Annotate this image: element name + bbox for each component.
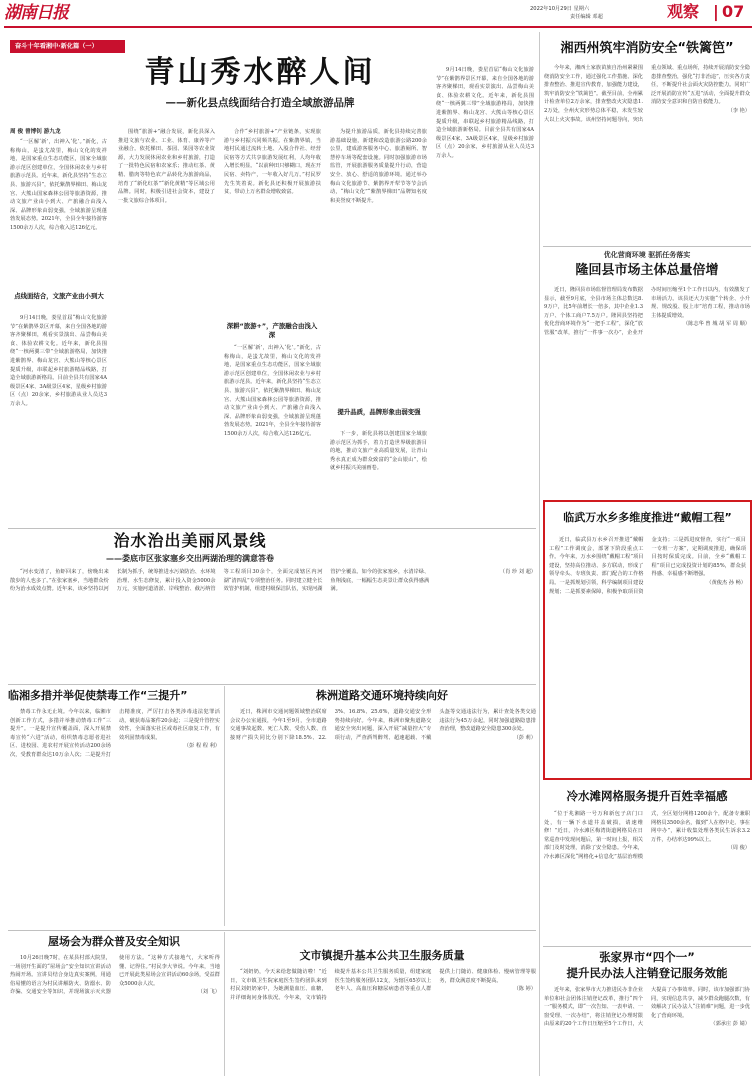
water-body-text: “河水变清了，鱼虾回来了，傍晚出来散步的人也多了。”在张家塞乡，当地群众纷纷为治水成效点赞。近年来，该乡坚持以河长制为抓手，统筹推进水污染防治、水环境治理、水生态修复，累计投入资金5000余万元，实施河道清淤、岸线整治、截污纳管等工程项目30余个，全面完成辖区内河湖“清四乱”专项整治任务。同时建立健全长效管护机制，组建村级保洁队伍，实现河湖管护全覆盖。如今的张家塞乡，水清岸绿、鱼翔浅底，一幅幅生态美景让群众获得感满满。	[10, 569, 430, 593]
wenshi-author: （陈 婷）	[513, 986, 536, 993]
main-col4-text: 为提升旅游品质，新化县持续完善旅游基础设施，新建和改造旅游公路200余公里，建成游客服务中心、旅游厕所、智慧停车场等配套设施。同时加强旅游市场监管，开展旅游服务质量提升行动，营造安全、放心、舒适的旅游环境。通过举办梅山文化旅游节、紫鹊界开犁节等节会活动，“梅山文化”“紫鹊界梯田”品牌知名度和美誉度不断提升。	[330, 129, 427, 204]
series-tag	[10, 40, 125, 53]
lengshuitan-author: （周 俊）	[727, 845, 750, 852]
xiangxi-body	[544, 64, 750, 242]
main-col3a	[224, 128, 321, 318]
longhui-body	[544, 286, 750, 492]
masthead-rule	[4, 26, 752, 28]
divider	[224, 686, 225, 926]
zhangjiajie-body	[544, 986, 750, 1076]
lengshuitan-title: 冷水滩网格服务提升百姓幸福感	[566, 789, 728, 803]
main-col1	[10, 138, 107, 288]
lengshuitan-body	[544, 810, 750, 942]
main-col3b-text: “一区解‘新’，出神入‘化’。”新化，古称梅山，是蚩尤故里，梅山文化的发祥地，是国家重点生态功能区，国家全域旅游示范区创建单位，全国休闲农业与乡村旅游示范县。近年来，新化县坚持“生态立县、旅游兴县”，依托紫鹊界梯田、梅山龙宫、大熊山国家森林公园等旅游资源，推动文旅产业由小到大、产旅融合由浅入深、品牌形象由弱变强，全域旅游呈现蓬勃发展态势。2021年，全县全年接待游客1500余万人次，综合收入达126亿元。	[224, 345, 321, 437]
zhuzhou-title: 株洲道路交通环境持续向好	[316, 689, 448, 702]
linwu-title: 临武万水乡多维度推进“戴帽工程”	[563, 511, 732, 524]
editor-credit: 责任编辑 邓超	[570, 14, 603, 20]
zhangjiajie-title2: 提升民办法人注销登记服务效能	[566, 966, 728, 980]
main-col4b-text: 下一步，新化县将以创建国家全域旅游示范区为抓手，着力打造世界级旅游目的地，推动文旅产业高质量发展，让青山秀水真正成为群众致富的“金山银山”，绘就乡村振兴美丽画卷。	[330, 431, 427, 472]
wenshi-body-text: “刘奶奶，今天来给您做随访啦！”近日，文市镇卫生院家庭医生签约团队来到村民刘奶奶家中，为她测量血压、血糖，并详细询问身体状况。今年来，文市镇持续提升基本公共卫生服务质量，组建家庭医生签约服务团队12支，为辖区65岁以上老年人、高血压和糖尿病患者等重点人群提供上门随访、健康体检、慢病管理等服务，群众满意度不断提高。	[230, 969, 536, 1001]
divider	[543, 246, 751, 247]
linwu-author: （黄俊杰 孙 畅）	[706, 579, 746, 586]
lengshuitan-body-text: “位于兆湘路一号万和新包子店门口处，有一辆下水道井盖破损，请速维修！”近日，冷水滩区梅湾街道网格员在日常巡查中发现问题后，第一时间上报，相关部门及时处理，消除了安全隐患。今年来，冷水滩区深化“网格化+信息化”基层治理模式，全区划分网格1200余个，配备专兼职网格员3500余名，做到“人在格中走、事在网中办”，累计收集处理各类民生诉求3.2万件，办结率达99%以上。	[544, 811, 750, 860]
water-author: （肖 珍 刘 超）	[499, 569, 536, 575]
series-tag-label: 奋斗十年看湘中·新化篇（一）	[15, 43, 98, 50]
zhuzhou-author: （彭 莉）	[513, 734, 536, 741]
section-name: 观察	[667, 2, 700, 21]
main-col2-text: 围绕“旅游+”融合发展，新化县深入推进文旅与农业、工业、体育、康养等产业融合。依托梯田、茶园、果园等农业资源，大力发展休闲农业和乡村旅游，打造了一批特色民宿和农家乐；推动红茶、黄精、腊肉等特色农产品转化为旅游商品，培育了“新化红茶”“新化黄精”等区域公用品牌。同时，积极引进社会资本，建设了一批文旅综合体项目。	[118, 129, 215, 204]
xiangxi-title: 湘西州筑牢消防安全“铁篱笆”	[560, 41, 734, 56]
zhangjiajie-body-text: 近年来，张家界市大力推进民办非企业单位和社会团体注销登记改革，推行“四个一”服务模式，即“一次告知、一表申请、一窗受理、一次办结”，将注销登记办理时限由原来的20个工作日压缩至5个工作日，大大提高了办事效率。同时，该市加强部门协同，实现信息共享，减少群众跑腿次数，有效解决了民办法人“注销难”问题，进一步优化了营商环境。	[544, 987, 750, 1028]
safety-author: （刘 飞）	[197, 989, 220, 996]
longhui-author: （陈志华 曾 城 胡 军 周 顺）	[683, 321, 750, 328]
longhui-kicker: 优化营商环境 驱抓任务落实	[603, 251, 691, 259]
main-col4b	[330, 430, 427, 524]
zhuzhou-body	[230, 708, 536, 928]
main-title: 青山秀水醉人间	[144, 55, 376, 90]
zhangjiajie-author: （郭承庄 彭 婧）	[710, 1021, 750, 1028]
article-linwu	[543, 500, 752, 780]
longhui-title: 隆回县市场主体总量倍增	[575, 263, 719, 278]
main-col2	[118, 128, 215, 524]
wenshi-title: 文市镇提升基本公共卫生服务质量	[299, 949, 465, 962]
page-separator: |	[713, 2, 719, 21]
main-col5-text: 9月14日晚，娄星首届“梅山文化旅游节”在紫鹊界景区开幕，来自全国各地的游客齐聚梯田，观看实景演出、品尝梅山美食、体验农耕文化。近年来，新化县围绕“一核两翼三带”全域旅游格局，加快推进紫鹊界、梅山龙宫、大熊山等核心景区提质升级，串联起乡村旅游精品线路，打造全域旅游新格局。目前全县共有国家4A级景区4家、3A级景区4家，星级乡村旅游区（点）20余家，乡村旅游从业人员达3万余人。	[436, 67, 534, 159]
water-title: 治水治出美丽风景线	[113, 531, 267, 550]
main-col5	[436, 66, 534, 524]
xiangxi-body-text: 今年来，湘西土家族苗族自治州紧紧围绕消防安全工作，通过强化工作措施、深化排查整治、推进宣传教育，加强能力建设，筑牢消防安全“铁篱笆”。截至目前，全州累计检查单位2万余家，排查整改火灾隐患1.2万处，全州火灾形势总体平稳，未发生较大以上火灾事故。该州坚持问题导向，突出重点领域、重点场所，持续开展消防安全隐患排查整治，强化“打非治违”，压实各方责任，不断提升社会面火灾防控能力。同时广泛开展消防宣传“五进”活动，全面提升群众消防安全意识和自防自救能力。	[544, 65, 750, 123]
linxiang-body	[10, 708, 220, 928]
main-subtitle: ——新化县点线面结合打造全域旅游品牌	[165, 97, 355, 109]
divider	[8, 528, 536, 529]
main-col1-text: “一区解‘新’，出神入‘化’。”新化，古称梅山，是蚩尤故里，梅山文化的发祥地，是国家重点生态功能区，国家全域旅游示范区创建单位，全国休闲农业与乡村旅游示范县。近年来，新化县坚持“生态立县、旅游兴县”，依托紫鹊界梯田、梅山龙宫、大熊山国家森林公园等旅游资源，推动文旅产业由小到大、产旅融合由浅入深、品牌形象由弱变强，全域旅游呈现蓬勃发展态势。2021年，全县全年接待游客1500余万人次，综合收入达126亿元。	[10, 139, 107, 231]
divider	[8, 684, 536, 685]
water-body	[10, 568, 536, 680]
main-col3b	[224, 344, 321, 524]
safety-body	[10, 954, 220, 1076]
main-subhead-2: 深耕“旅游+”，产旅融合由浅入深	[226, 322, 318, 339]
main-col3a-text: 合作“乡村旅游+”产业链条，实现旅游与乡村振兴同频共振。在紫鹊界镇，当地村民通过流转土地、入股合作社、经营民宿等方式共享旅游发展红利，人均年收入增长明显。“以前种田只够糊口，现在开民宿、卖特产，一年收入好几万。”村民罗先生笑着说。新化县还积极开展旅游扶贫，带动上万名群众增收致富。	[224, 129, 321, 196]
page-number: 07	[722, 2, 745, 21]
divider	[543, 946, 751, 947]
divider	[8, 930, 536, 931]
linwu-body-text: 近日，临武县万水乡召开推进“戴帽工程”工作调度会，部署下阶段重点工作。今年来，万水乡围绕“戴帽工程”项目建设，坚持高位推动、多方联动，形成了领导牵头、专班负责、部门配合的工作格局。一是抓规划引领，科学编制项目建设规划；二是抓要素保障，积极争取项目资金支持；三是抓进度督查，实行“一项目一专班一方案”，定期调度推进，确保项目按时保质完成。目前，全乡“戴帽工程”项目已完成投资计划的85%，群众获得感、幸福感不断增强。	[549, 537, 746, 595]
main-subhead-3: 提升品质，品牌形象由弱变强	[337, 408, 421, 416]
linxiang-author: （彭 程 程 利）	[183, 743, 220, 750]
main-col1b-text: 9月14日晚，娄星首届“梅山文化旅游节”在紫鹊界景区开幕，来自全国各地的游客齐聚梯田，观看实景演出、品尝梅山美食、体验农耕文化。近年来，新化县围绕“一核两翼三带”全域旅游格局，加快推进紫鹊界、梅山龙宫、大熊山等核心景区提质升级，串联起乡村旅游精品线路，打造全域旅游新格局。目前全县共有国家4A级景区4家、3A级景区4家，星级乡村旅游区（点）20余家，乡村旅游从业人员达3万余人。	[10, 315, 107, 407]
zhangjiajie-title: 张家界市“四个一”	[599, 950, 695, 964]
linxiang-title: 临湘多措并举促使禁毒工作“三提升”	[8, 689, 188, 702]
newspaper-logo: 湖南日报	[4, 3, 68, 23]
column-divider	[539, 32, 540, 1076]
linwu-body	[549, 536, 746, 774]
wenshi-body	[230, 968, 536, 1076]
main-byline: 周 俊 曾博钊 游九龙	[10, 129, 61, 135]
main-col4	[330, 128, 427, 400]
longhui-body-text: 近日，隆回县市场监督管理局发布数据显示，截至9月底，全县市场主体总数达8.9万户，比5年前增长一倍多，其中企业1.3万户、个体工商户7.5万户。隆回县坚持把优化营商环境作为“一把手工程”，深化“放管服”改革，推行“一件事一次办”，企业开办时间压缩至1个工作日以内，有效激发了市场活力。该县还大力实施“个转企、小升规、规改股、股上市”培育工程，推动市场主体提质增效。	[544, 287, 750, 336]
zhuzhou-body-text: 近日，株洲市交通问题领域整治联席会议办公室通报，今年1至9月，全市道路交通事故起数、死亡人数、受伤人数、直接财产损失同比分别下降18.5%、22.3%、16.8%、25.6%，道路交通安全形势持续向好。今年来，株洲市聚焦道路交通安全突出问题，深入开展“减量控大”专项行动，严查酒驾醉驾、超速超载、不戴头盔等交通违法行为，累计查处各类交通违法行为45万余起，同时加强道路隐患排查治理，整改道路安全隐患300余处。	[230, 709, 536, 741]
issue-date: 2022年10月29日 星期六	[530, 6, 590, 12]
main-subhead-1: 点线面结合，文旅产业由小到大	[14, 292, 104, 300]
xiangxi-author: （李 艳）	[727, 107, 750, 114]
linxiang-body-text: 禁毒工作永无止境。今年以来，临湘市创新工作方式，多措并举推动禁毒工作“三提升”。一是提升宣传覆盖面，深入开展禁毒宣传“六进”活动，组织禁毒志愿者进社区、进校园、进农村开展宣传活动200余场次，受教育群众达10万余人次；二是提升打击精准度，严厉打击各类涉毒违法犯罪活动，破获毒品案件20余起；三是提升管控实效性，全面落实社区戒毒社区康复工作，有效巩固禁毒成果。	[10, 709, 220, 758]
divider	[224, 932, 225, 1076]
safety-title: 屋场会为群众普及安全知识	[48, 935, 180, 948]
water-subtitle: ——娄底市区张家塞乡交出两湖治理的满意答卷	[106, 554, 274, 563]
main-col1b	[10, 314, 107, 524]
safety-body-text: 10月26日晚7时，在某县村部大院里，一场别开生面的“屋场会”安全知识宣讲活动热闹开场。宣讲员结合身边真实案例，用通俗易懂的语言为村民讲解防火、防溺水、防诈骗、交通安全等知识，并现场演示灭火器使用方法。“这种方式接地气，大家听得懂、记得住。”村民李大爷说。今年来，当地已开展此类屋场会宣讲活动60余场，受益群众5000余人次。	[10, 955, 220, 996]
